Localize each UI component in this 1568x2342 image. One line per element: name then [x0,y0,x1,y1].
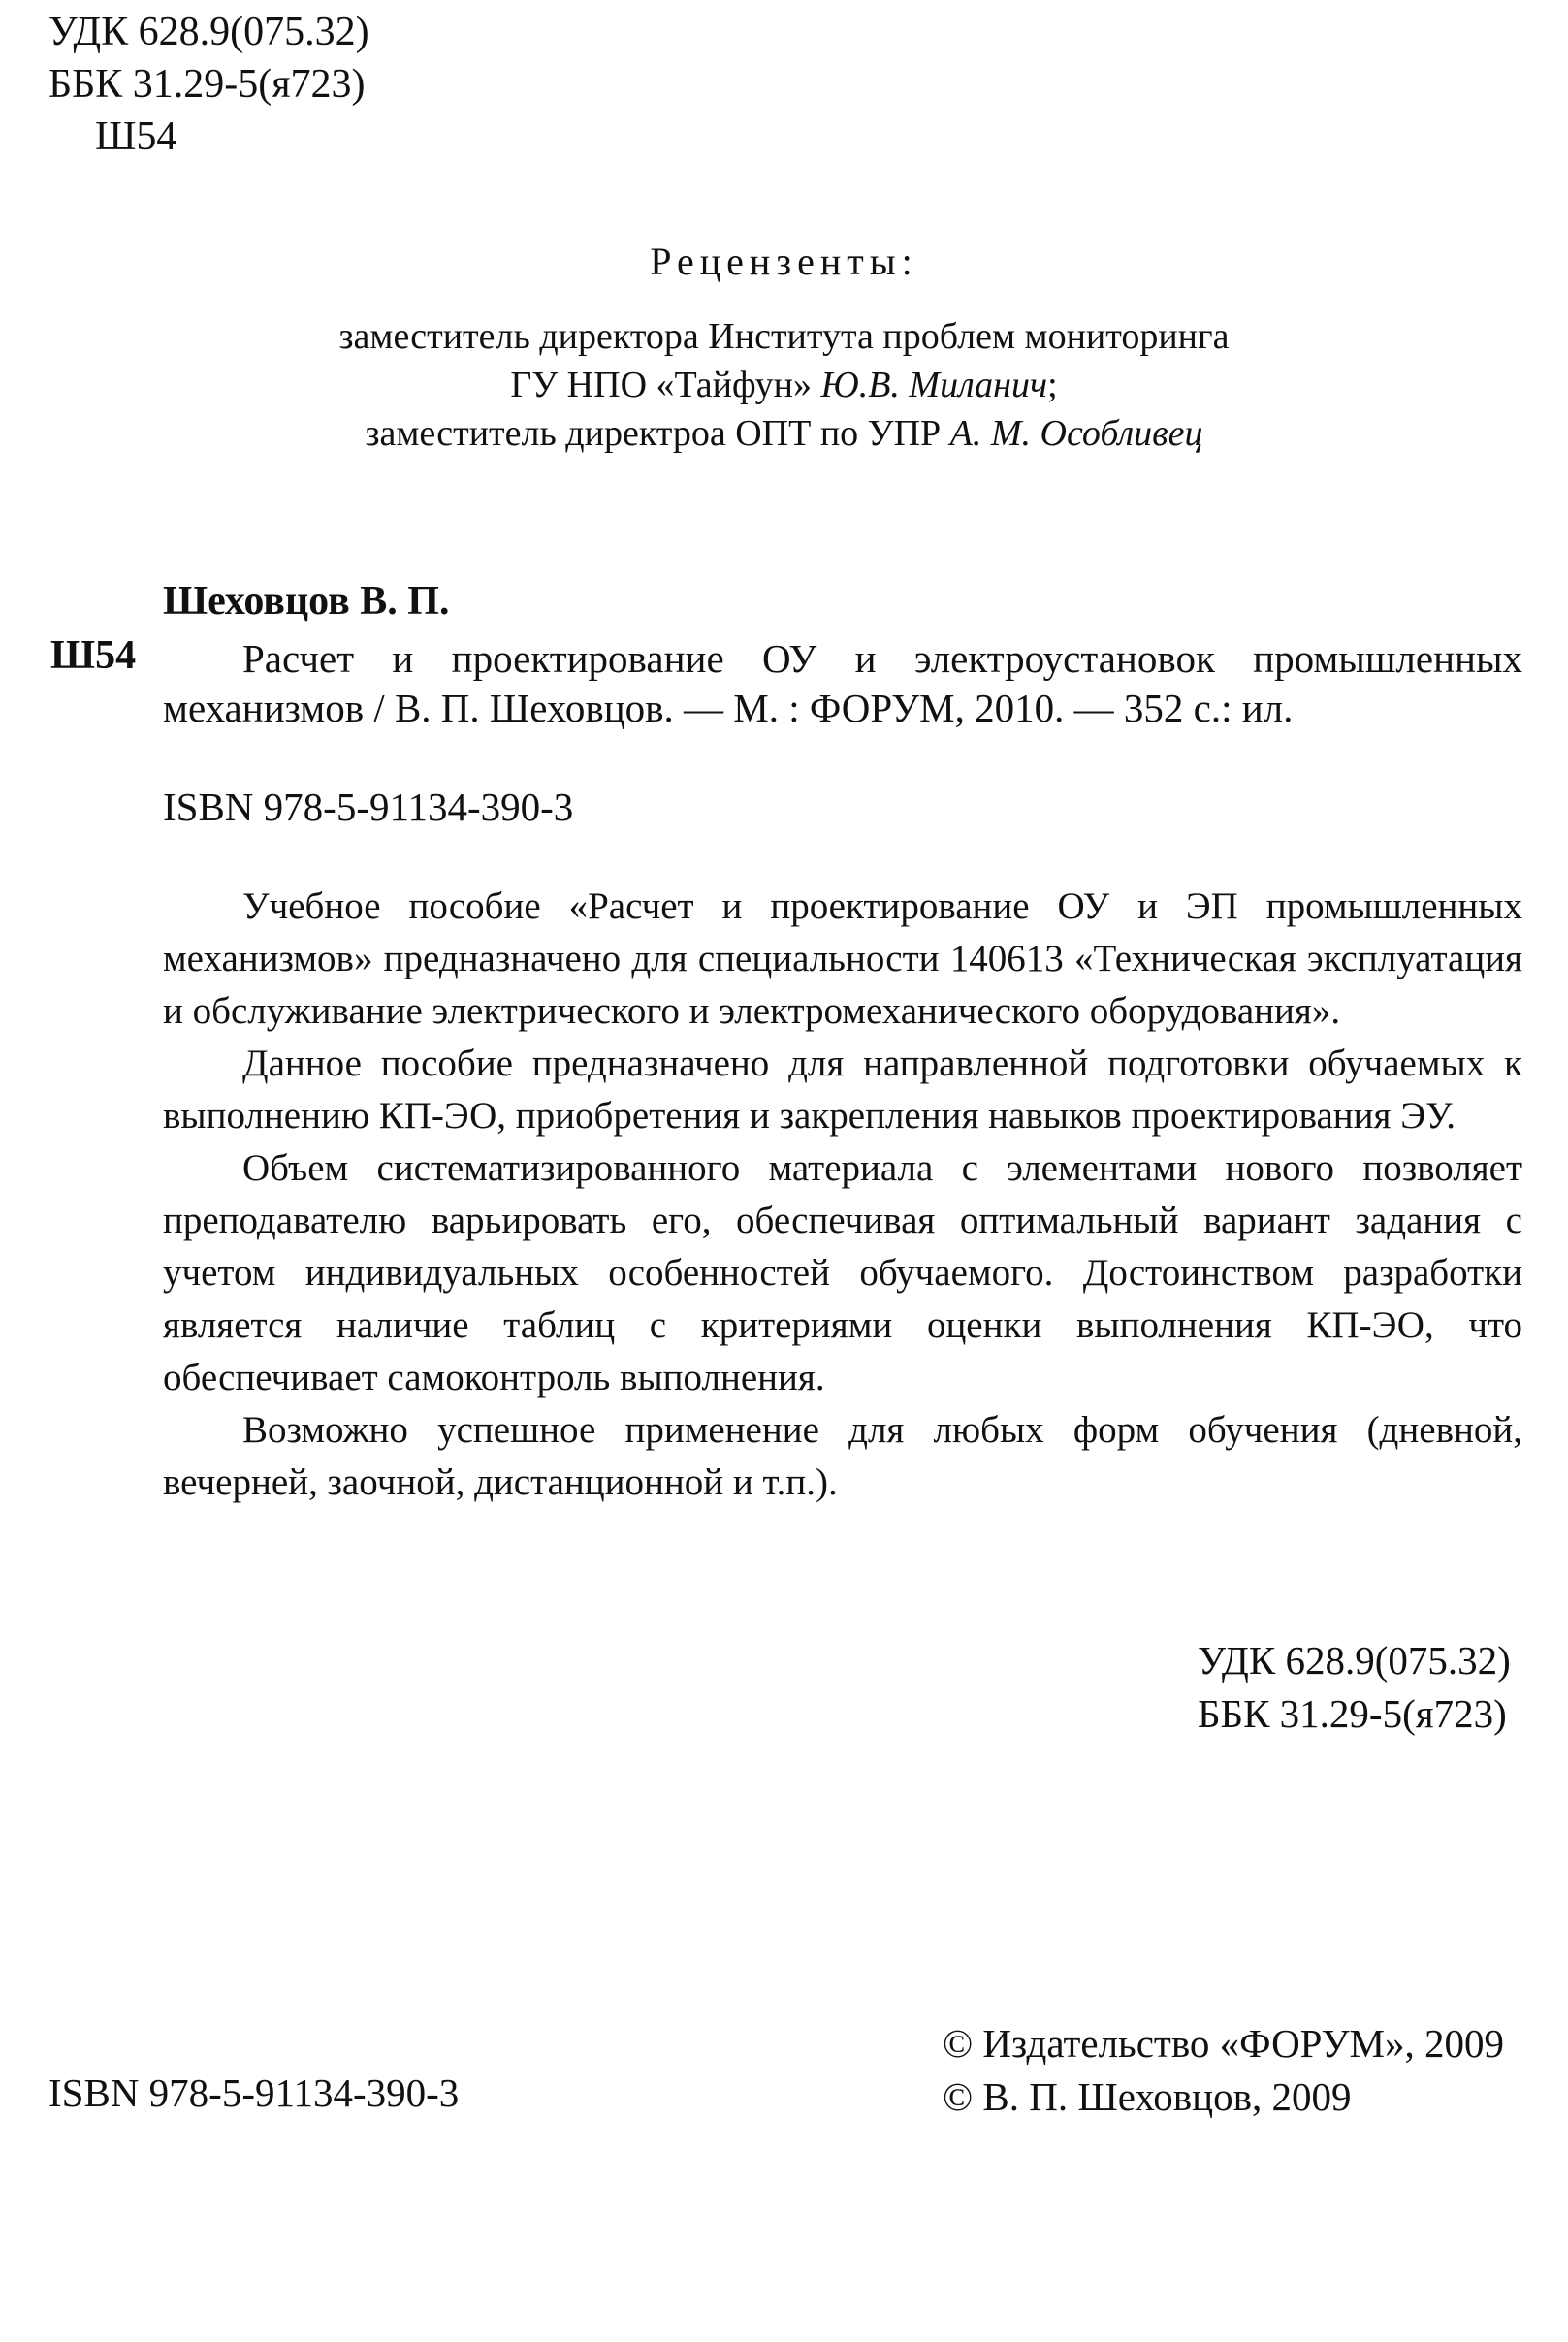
udk-code-bottom: УДК 628.9(075.32) [1198,1638,1511,1683]
reviewer-name-1: Ю.В. Миланич [820,365,1048,405]
reviewer-line-2 [0,361,1568,409]
copyright-author: © В. П. Шеховцов, 2009 [943,2074,1352,2119]
bbk-code-bottom: ББК 31.29-5(я723) [1198,1691,1507,1736]
annotation-paragraph-4: Возможно успешное применение для любых форм обучения (дневной, вечерней, заочной, дистанционной и т.п.). [163,1409,1522,1503]
classification-block-top [48,6,369,163]
catalogue-title-line-1: Расчет и проектирование ОУ и электроустановок промышленных [242,636,1522,681]
copyright-publisher: © Издательство «ФОРУМ», 2009 [943,2021,1504,2066]
catalogue-title-line-2: механизмов / В. П. Шеховцов. — М. : ФОРУМ, 2010. — 352 с.: ил. [163,686,1294,730]
reviewer-affiliation: ГУ НПО «Тайфун» [510,365,821,405]
reviewers-list [0,312,1568,458]
reviewer-separator: ; [1047,365,1058,405]
reviewer-position: заместитель директроа ОПТ по УПР [365,413,950,454]
catalogue-author: Шеховцов В. П. [163,579,450,624]
reviewer-line-1: заместитель директора Института проблем мониторинга [338,316,1230,357]
reviewer-line-3 [0,409,1568,458]
annotation-paragraph-1: Учебное пособие «Расчет и проектирование ОУ и ЭП промышленных механизмов» предназначено для специальности 140613 «Техническая эксплуатация и обслуживание электрического и электромеханического оборудования». [163,885,1522,1032]
catalogue-author-mark: Ш54 [50,633,137,678]
classification-block-bottom [1198,1634,1511,1741]
catalogue-isbn: ISBN 978-5-91134-390-3 [163,785,574,829]
footer-isbn: ISBN 978-5-91134-390-3 [48,2070,460,2115]
copyright-block [943,2017,1504,2124]
annotation [163,881,1522,1509]
author-mark: Ш54 [95,114,177,159]
udk-code: УДК 628.9(075.32) [48,10,369,54]
reviewers-heading: Рецензенты: [650,240,918,283]
annotation-paragraph-3: Объем систематизированного материала с элементами нового позволяет преподавателю варьировать его, обеспечивая оптимальный вариант задания с учетом индивидуальных особенностей обучаемого. Достоинством разработки является наличие таблиц с критериями оценки выполнения КП-ЭО, что обеспечивает самоконтроль выполнения. [163,1147,1522,1398]
reviewer-name-2: А. М. Особливец [949,413,1203,454]
bbk-code: ББК 31.29-5(я723) [48,62,366,107]
annotation-paragraph-2: Данное пособие предназначено для направленной подготовки обучаемых к выполнению КП-ЭО, приобретения и закрепления навыков проектирования ЭУ. [163,1043,1522,1137]
